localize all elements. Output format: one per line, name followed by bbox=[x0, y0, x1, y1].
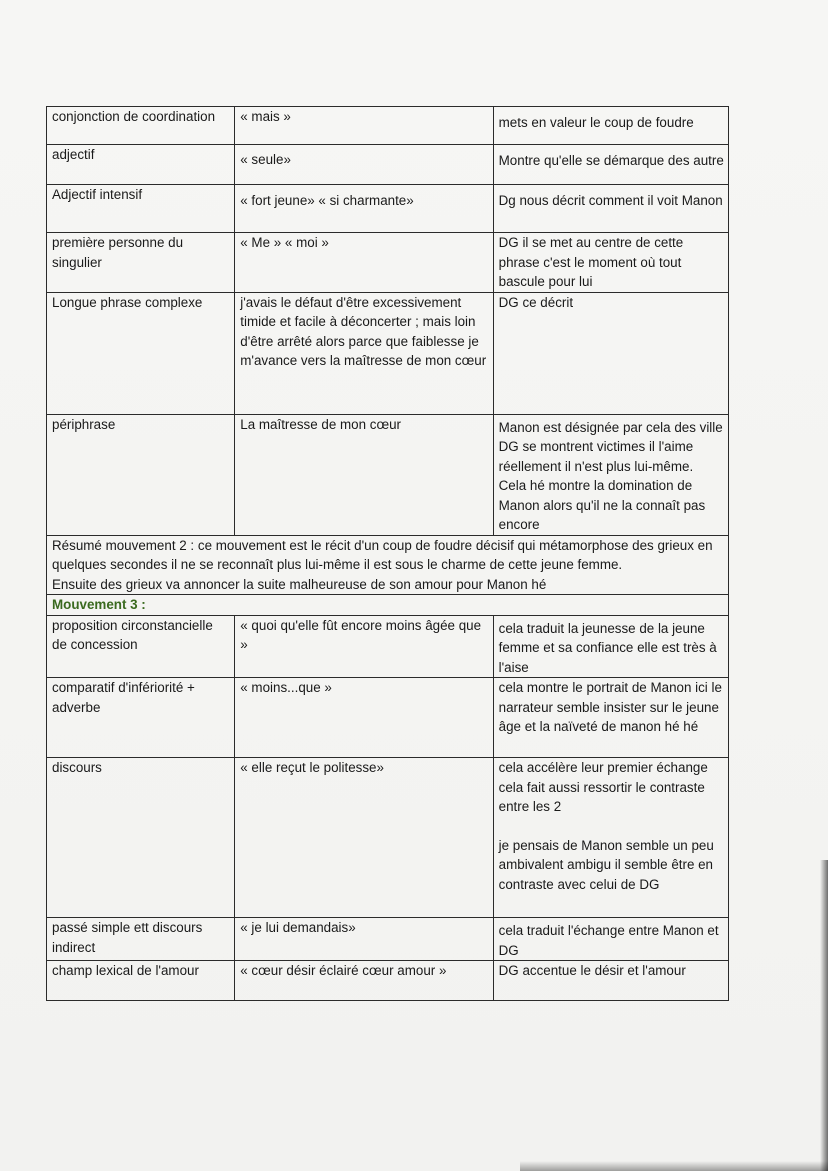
figure-cell: comparatif d'infériorité + adverbe bbox=[47, 678, 235, 758]
interpretation-part-2: je pensais de Manon semble un peu ambivalent ambigu il semble être en contraste avec celui de DG bbox=[498, 837, 714, 892]
analysis-table bbox=[46, 106, 729, 1001]
interpretation-cell: Manon est désignée par cela des ville DG se montrent victimes il l'aime réellement il n'est plus lui-même. Cela hé montre la domination de Manon alors qu'il ne la connaît pas encore bbox=[493, 414, 728, 535]
figure-cell: proposition circonstancielle de concession bbox=[47, 615, 235, 678]
interpretation-cell bbox=[493, 758, 728, 918]
interpretation-cell: DG accentue le désir et l'amour bbox=[493, 961, 728, 1001]
table-row bbox=[47, 107, 729, 145]
figure-cell: conjonction de coordination bbox=[47, 107, 235, 145]
figure-cell: adjectif bbox=[47, 145, 235, 185]
figure-cell: Adjectif intensif bbox=[47, 185, 235, 233]
quote-cell: « fort jeune» « si charmante» bbox=[235, 185, 493, 233]
interpretation-cell: cela montre le portrait de Manon ici le narrateur semble insister sur le jeune âge et la naïveté de manon hé hé bbox=[493, 678, 728, 758]
quote-cell: « mais » bbox=[235, 107, 493, 145]
figure-cell: champ lexical de l'amour bbox=[47, 961, 235, 1001]
quote-cell: « je lui demandais» bbox=[235, 918, 493, 961]
table-row bbox=[47, 678, 729, 758]
figure-cell: passé simple ett discours indirect bbox=[47, 918, 235, 961]
table-row bbox=[47, 185, 729, 233]
quote-cell: j'avais le défaut d'être excessivement timide et facile à déconcerter ; mais loin d'être arrêté alors parce que faiblesse je m'avance vers la maîtresse de mon cœur bbox=[235, 292, 493, 414]
paragraph-gap bbox=[499, 817, 724, 836]
figure-cell: première personne du singulier bbox=[47, 233, 235, 293]
interpretation-cell: Dg nous décrit comment il voit Manon bbox=[493, 185, 728, 233]
quote-cell: « quoi qu'elle fût encore moins âgée que » bbox=[235, 615, 493, 678]
summary-text-continued: Ensuite des grieux va annoncer la suite malheureuse de son amour pour Manon hé bbox=[52, 576, 547, 592]
table-row bbox=[47, 414, 729, 535]
interpretation-part-1: cela accélère leur premier échange cela fait aussi ressortir le contraste entre les 2 bbox=[498, 760, 708, 814]
table-row bbox=[47, 233, 729, 293]
table-row bbox=[47, 961, 729, 1001]
quote-cell: « cœur désir éclairé cœur amour » bbox=[235, 961, 493, 1001]
interpretation-cell: DG ce décrit bbox=[493, 292, 728, 414]
quote-cell: « elle reçut le politesse» bbox=[235, 758, 493, 918]
table-row bbox=[47, 292, 729, 414]
figure-cell: discours bbox=[47, 758, 235, 918]
movement-3-heading: Mouvement 3 : bbox=[47, 595, 729, 616]
summary-row bbox=[47, 535, 729, 595]
scan-bottom-shadow bbox=[520, 1161, 828, 1171]
table-row bbox=[47, 918, 729, 961]
figure-cell: Longue phrase complexe bbox=[47, 292, 235, 414]
quote-cell: « Me » « moi » bbox=[235, 233, 493, 293]
interpretation-cell: cela traduit la jeunesse de la jeune femme et sa confiance elle est très à l'aise bbox=[493, 615, 728, 678]
table-row bbox=[47, 615, 729, 678]
interpretation-cell: DG il se met au centre de cette phrase c'est le moment où tout bascule pour lui bbox=[493, 233, 728, 293]
figure-cell: périphrase bbox=[47, 414, 235, 535]
interpretation-cell: cela traduit l'échange entre Manon et DG bbox=[493, 918, 728, 961]
quote-cell: « moins...que » bbox=[235, 678, 493, 758]
summary-cell bbox=[47, 535, 729, 595]
movement-heading-row bbox=[47, 595, 729, 616]
quote-cell: « seule» bbox=[235, 145, 493, 185]
quote-cell: La maîtresse de mon cœur bbox=[235, 414, 493, 535]
table-row bbox=[47, 145, 729, 185]
interpretation-cell: mets en valeur le coup de foudre bbox=[493, 107, 728, 145]
summary-text: Résumé mouvement 2 : ce mouvement est le récit d'un coup de foudre décisif qui métamorphose des grieux en quelques secondes il ne se reconnaît plus lui-même il est sous le charme de cette jeune femme. bbox=[52, 537, 713, 572]
interpretation-cell: Montre qu'elle se démarque des autre bbox=[493, 145, 728, 185]
table-row bbox=[47, 758, 729, 918]
scan-edge-shadow bbox=[820, 860, 828, 1171]
